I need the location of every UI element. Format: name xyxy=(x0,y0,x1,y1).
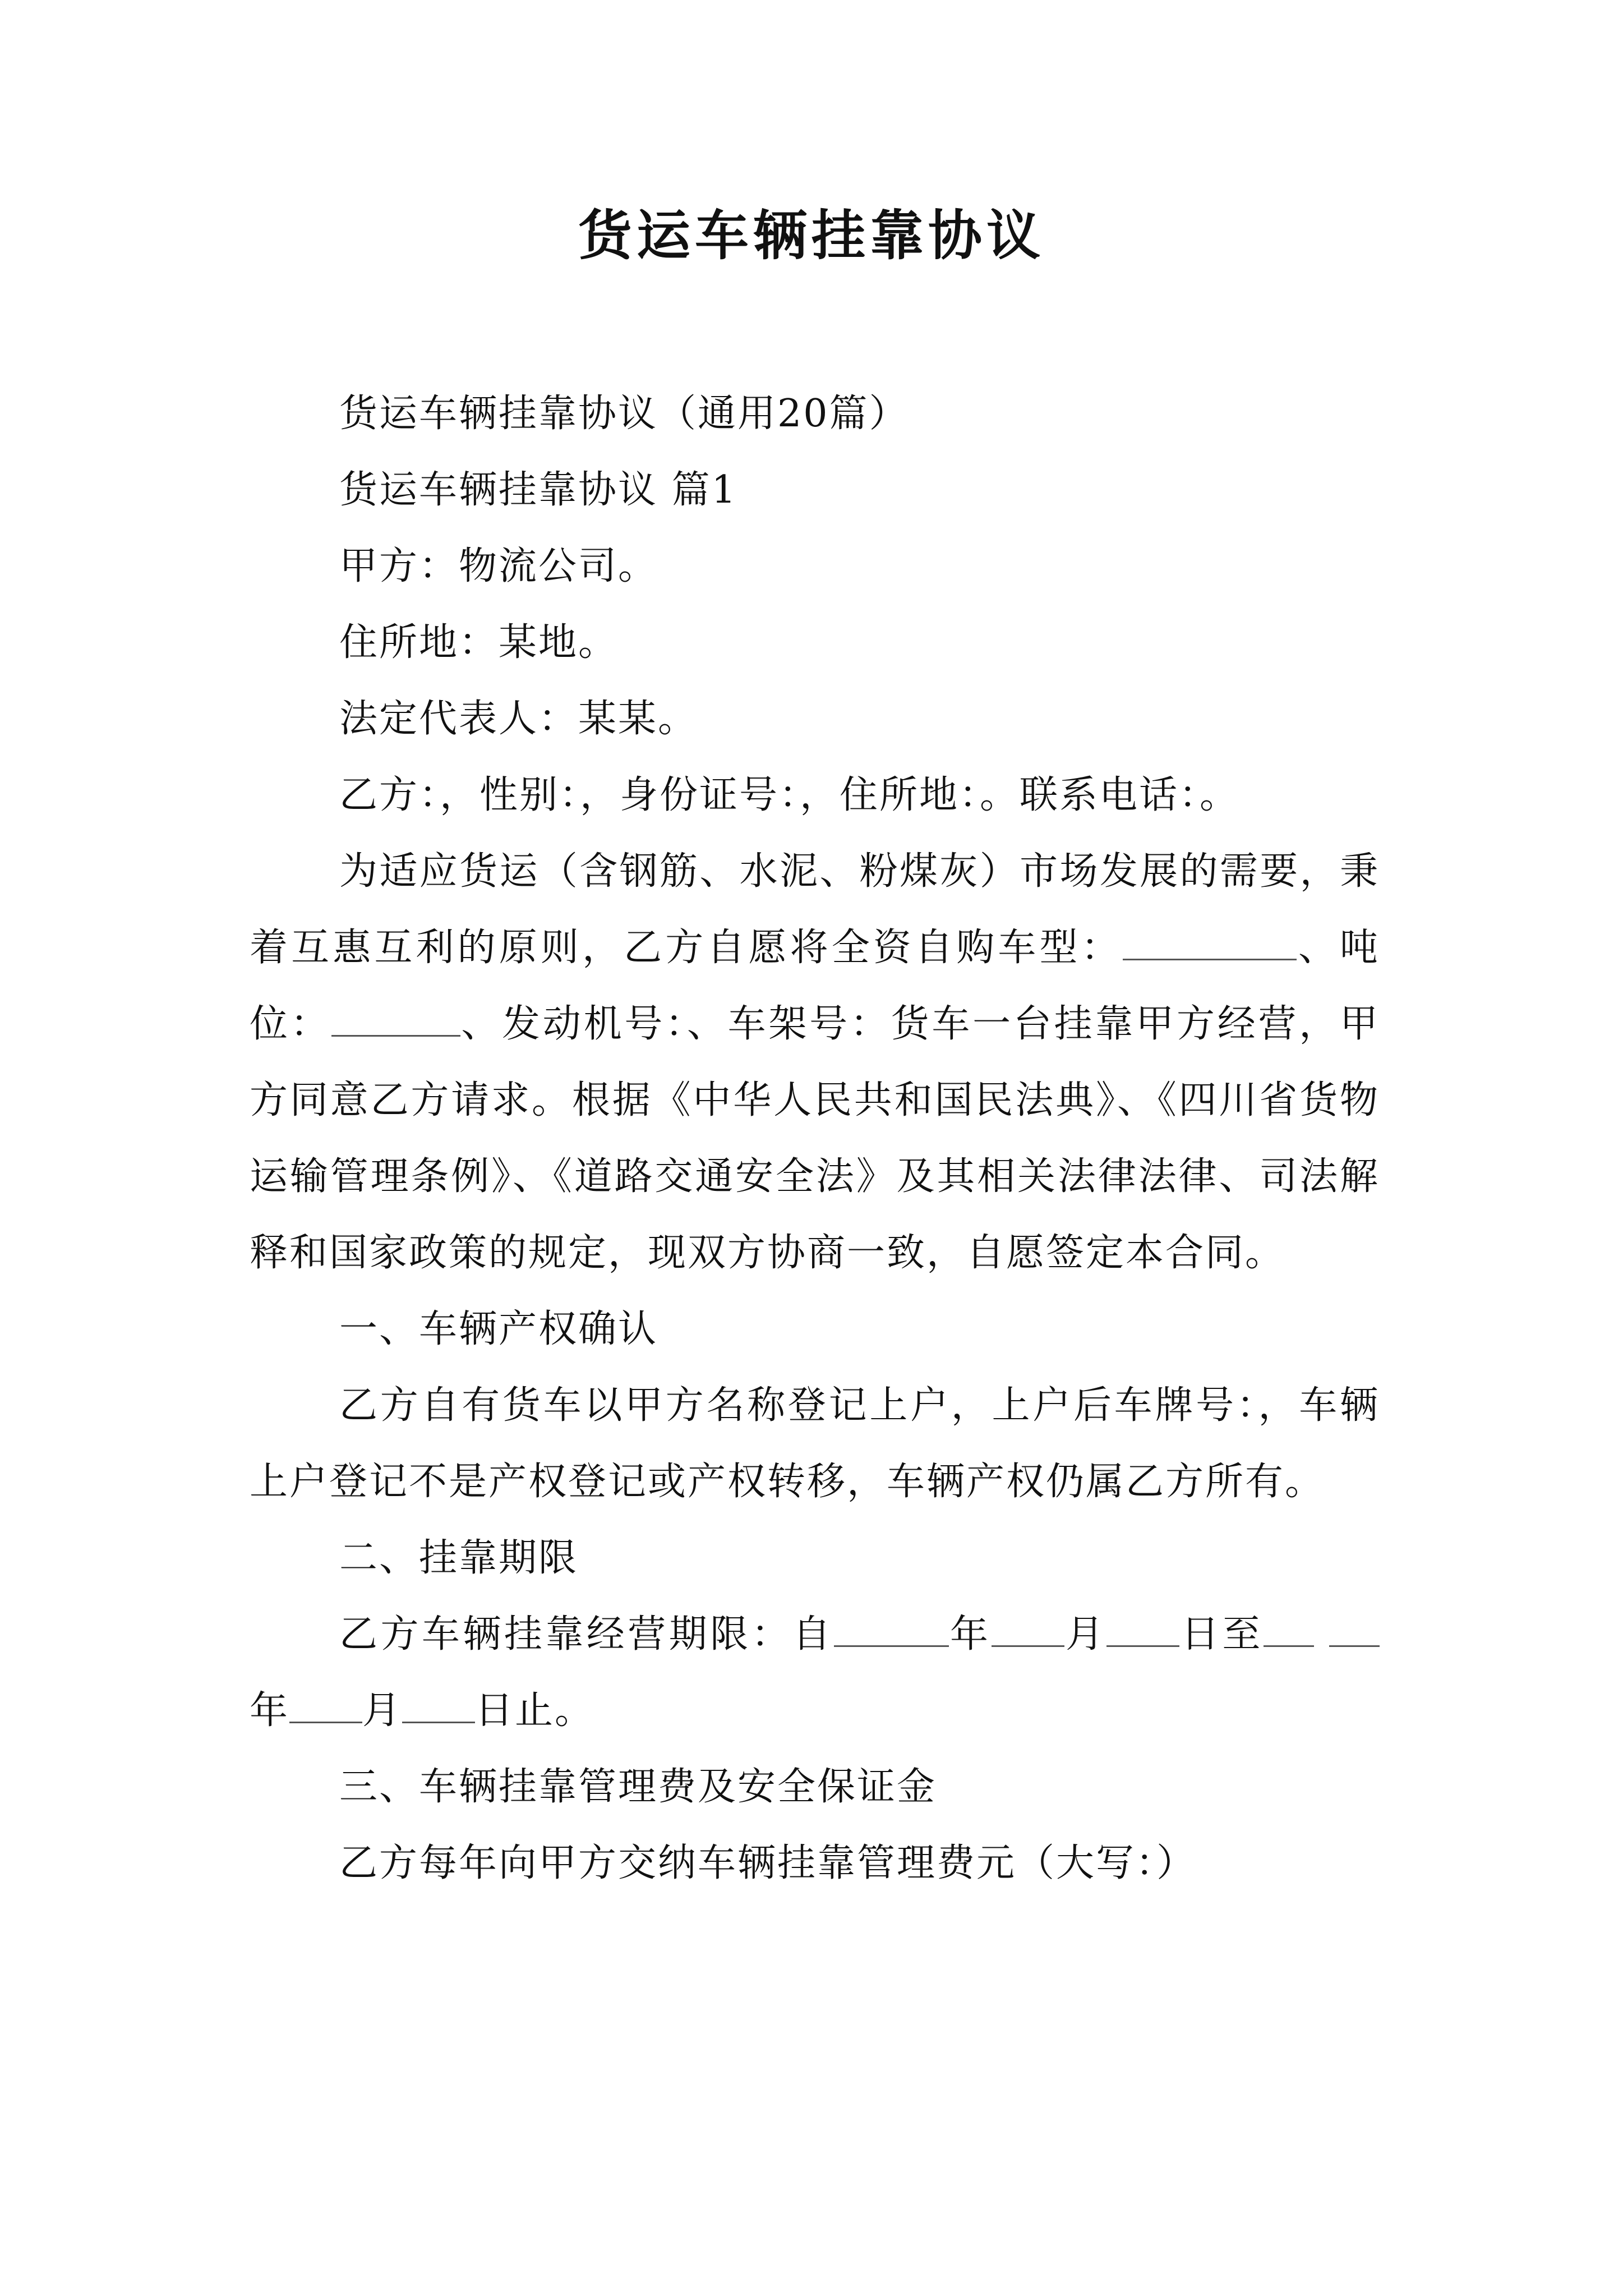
document-title: 货运车辆挂靠协议 xyxy=(578,204,1045,267)
term-year-1: 年 xyxy=(948,1612,992,1657)
start-day-blank xyxy=(1106,1611,1179,1647)
preamble-text-2: 、吨位： xyxy=(250,926,1380,1046)
vehicle-model-blank xyxy=(1123,924,1297,960)
document-body xyxy=(250,376,1380,1902)
end-year-blank-b xyxy=(1329,1611,1380,1647)
paragraph-fees: 乙方每年向甲方交纳车辆挂靠管理费元（大写：） xyxy=(339,1841,1197,1885)
paragraph-preamble xyxy=(250,834,1380,1291)
term-end-text: 日止。 xyxy=(475,1688,595,1733)
end-month-blank xyxy=(289,1687,362,1723)
start-month-blank xyxy=(992,1611,1064,1647)
term-text-1: 乙方车辆挂靠经营期限：自 xyxy=(339,1612,834,1657)
paragraph-ownership: 乙方自有货车以甲方名称登记上户，上户后车牌号：，车辆上户登记不是产权登记或产权转移，车辆产权仍属乙方所有。 xyxy=(250,1383,1380,1504)
end-year-blank-a xyxy=(1264,1611,1314,1647)
term-day-1: 日至 xyxy=(1179,1612,1264,1657)
paragraph-legal-representative: 法定代表人：某某。 xyxy=(339,697,698,741)
start-year-blank xyxy=(834,1611,949,1647)
term-month-1: 月 xyxy=(1064,1612,1107,1657)
preamble-text-1: 为适应货运（含钢筋、水泥、粉煤灰）市场发展的需要，秉着互惠互利的原则，乙方自愿将全资自购车型： xyxy=(250,849,1380,970)
heading-term: 二、挂靠期限 xyxy=(339,1536,579,1580)
paragraph-term xyxy=(250,1596,1380,1749)
paragraph-party-a: 甲方：物流公司。 xyxy=(339,544,658,588)
term-year-2: 年 xyxy=(250,1688,290,1733)
paragraph-party-b: 乙方：，性别：，身份证号：，住所地：。联系电话：。 xyxy=(339,773,1240,817)
paragraph-section-heading: 货运车辆挂靠协议 篇1 xyxy=(339,468,737,512)
end-day-blank xyxy=(402,1687,475,1723)
term-month-2: 月 xyxy=(362,1688,403,1733)
paragraph-address: 住所地：某地。 xyxy=(339,620,619,665)
heading-fees: 三、车辆挂靠管理费及安全保证金 xyxy=(339,1765,937,1809)
heading-ownership: 一、车辆产权确认 xyxy=(339,1307,658,1351)
paragraph-collection-title: 货运车辆挂靠协议（通用20篇） xyxy=(339,392,909,436)
preamble-text-3: 、发动机号：、车架号：货车一台挂靠甲方经营，甲方同意乙方请求。根据《中华人民共和国民法典》、《四川省货物运输管理条例》、《道路交通安全法》及其相关法律法律、司法解释和国家政策的规定，现双方协商一致，自愿签定本合同。 xyxy=(250,1002,1380,1275)
tonnage-blank xyxy=(331,1000,460,1037)
